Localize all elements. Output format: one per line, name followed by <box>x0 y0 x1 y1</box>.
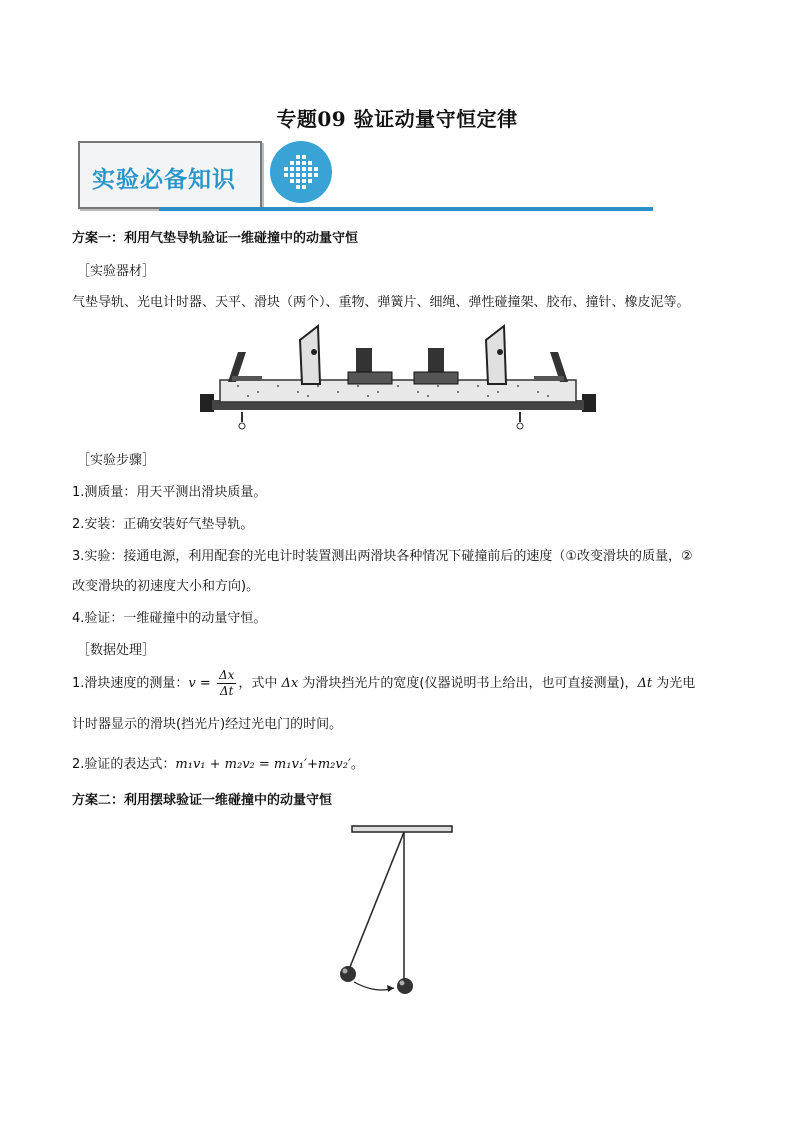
fraction-numerator: Δx <box>218 668 235 682</box>
equipment-list: 气垫导轨、光电计时器、天平、滑块（两个）、重物、弹簧片、细绳、弹性碰撞架、胶布、撞针、橡皮泥等。 <box>72 295 690 310</box>
banner-underline <box>159 207 653 211</box>
step-3-line1: 3.实验：接通电源，利用配套的光电计时装置测出两滑块各种情况下碰撞前后的速度（①改变滑块的质量，② <box>72 549 693 564</box>
fraction-denominator: Δt <box>219 684 234 698</box>
velocity-prefix: 1.滑块速度的测量： <box>72 676 189 691</box>
banner-label: 实验必备知识 <box>92 167 236 193</box>
page-title: 专题09 验证动量守恒定律 <box>276 107 518 131</box>
delta-x: Δx <box>281 676 299 691</box>
step-3-line2: 改变滑块的初速度大小和方向)。 <box>72 579 260 594</box>
scheme2-heading: 方案二：利用摆球验证一维碰撞中的动量守恒 <box>72 793 333 808</box>
step-4: 4.验证：一维碰撞中的动量守恒。 <box>72 611 267 626</box>
step-2: 2.安装：正确安装好气垫导轨。 <box>72 517 254 532</box>
velocity-mid1: ，式中 <box>238 676 282 691</box>
section-banner <box>78 141 653 213</box>
data-processing-header: ［数据处理］ <box>77 643 156 658</box>
verify-suffix: 。 <box>350 757 364 772</box>
velocity-mid2: 为滑块挡光片的宽度(仪器说明书上给出，也可直接测量)， <box>298 676 638 691</box>
velocity-var: v <box>188 676 196 691</box>
step-1: 1.测质量：用天平测出滑块质量。 <box>72 485 267 500</box>
velocity-formula-line <box>72 668 695 699</box>
pendulum-diagram <box>338 822 458 1002</box>
grid-icon <box>270 141 332 203</box>
velocity-mid3: 为光电 <box>652 676 696 691</box>
momentum-formula: m₁v₁ + m₂v₂ = m₁v₁′+m₂v₂′ <box>175 757 351 772</box>
banner-box <box>78 141 262 209</box>
delta-t: Δt <box>637 676 653 691</box>
scheme1-heading: 方案一：利用气垫导轨验证一维碰撞中的动量守恒 <box>72 231 359 246</box>
velocity-fraction <box>217 668 236 699</box>
velocity-eq: = <box>195 676 215 691</box>
steps-header: ［实验步骤］ <box>77 453 156 468</box>
verify-prefix: 2.验证的表达式： <box>72 757 176 772</box>
velocity-formula-line2: 计时器显示的滑块(挡光片)经过光电门的时间。 <box>72 717 343 732</box>
verify-expression-line <box>72 756 364 774</box>
equipment-header: ［实验器材］ <box>77 264 156 279</box>
air-track-apparatus-illustration <box>198 322 598 442</box>
